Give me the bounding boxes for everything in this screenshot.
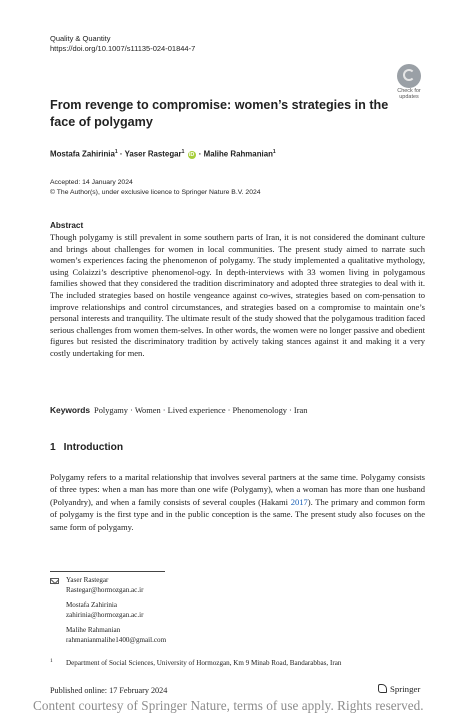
introduction-paragraph [50,471,425,533]
keywords-label: Keywords [50,405,91,415]
copyright-notice: © The Author(s), under exclusive licence to Springer Nature B.V. 2024 [50,188,261,196]
intro-text: Polygamy refers to a marital relationship that involves several partners at the same time. Polygamy consists of three types: when a man has more than one wife (Polygamy), when a woman has more than one husband (Polyandry), and when a family consists of several couples (Hakami [50,472,425,507]
contact-email[interactable]: Rastegar@hormozgan.ac.ir [66,585,144,594]
springer-horse-icon [378,684,387,693]
abstract-heading: Abstract [50,221,84,230]
journal-header [50,34,195,54]
author-affiliation-marker: 1 [272,149,276,155]
contact-name: Mostafa Zahirinia [66,601,118,609]
contact-name: Malihe Rahmanian [66,626,121,634]
contact-block [66,576,143,596]
abstract-text: Though polygamy is still prevalent in some southern parts of Iran, it is not considered the dominant culture and brings about challenges for women in local communities. The present study aimed to narrate such women’s experiences facing the phenomenon of polygamy. The study implemented a qualitative mythology, using Colaizzi’s descriptive phenomenol-ogy. In depth-interviews with 33 women living in polygamous families showed that they considered the tradition discriminatory and adopted three strategies to deal with it. The included strategies based on hostile vengeance against co-wives, strategies based on com-pensation to improve relationships and control circumstances, and strategies based on a compromise to maintain one’s personal interests and tranquility. The ultimate result of the study showed that the polygamous tradition faced serious challenges from women them-selves. In other words, the women were no longer passive and obedient figures but resisted the discriminatory tradition by actively taking stances against it and making it a very costly undertaking for men. [50,232,425,358]
orcid-icon[interactable]: iD [188,151,195,158]
publisher-name: Springer [390,684,421,694]
contact-name: Yaser Rastegar [66,576,109,584]
footnote-divider [50,571,165,572]
contact-email[interactable]: rahmanianmalihe1400@gmail.com [66,635,167,644]
accepted-date: Accepted: 14 January 2024 [50,179,133,186]
author-list [50,149,276,159]
updates-label: updates [399,94,419,100]
author-affiliation-marker: 1 [114,149,118,155]
affiliation-number: 1 [50,658,53,664]
section-number: 1 [50,442,56,453]
published-date: Published online: 17 February 2024 [50,686,168,695]
author-separator: · [119,149,123,159]
check-for-label: Check for [397,88,421,94]
journal-name: Quality & Quantity [50,34,111,43]
article-meta [50,178,261,197]
refresh-icon [397,64,421,88]
section-title: Introduction [63,442,124,453]
publisher-logo [378,684,420,694]
intro-text: ). The primary and common form of polygamy is the first type and in the public conception is the same. The present study also focuses on the same form of polygamy. [50,496,425,532]
keywords [50,405,307,415]
keywords-list: Polygamy · Women · Lived experience · Phenomenology · Iran [94,406,308,415]
citation-link[interactable]: 2017 [290,496,308,507]
affiliation-text: Department of Social Sciences, University of Hormozgan, Km 9 Minab Road, Bandarabbas, Iran [66,659,342,667]
article-title: From revenge to compromise: women’s strategies in the face of polygamy [50,98,389,129]
author-name[interactable]: Yaser Rastegar [124,149,182,159]
envelope-icon [50,578,59,584]
author-separator: · [198,149,202,159]
contact-block [66,626,166,646]
author-name[interactable]: Mostafa Zahirinia [50,149,115,159]
author-affiliation-marker: 1 [181,149,185,155]
section-heading [50,442,123,453]
contact-email[interactable]: zahirinia@hormozgan.ac.ir [66,610,144,619]
contact-block [66,601,143,621]
author-name[interactable]: Malihe Rahmanian [203,149,273,159]
courtesy-notice: Content courtesy of Springer Nature, terms of use apply. Rights reserved. [33,698,424,713]
doi-link[interactable]: https://doi.org/10.1007/s11135-024-01844-7 [50,44,196,53]
